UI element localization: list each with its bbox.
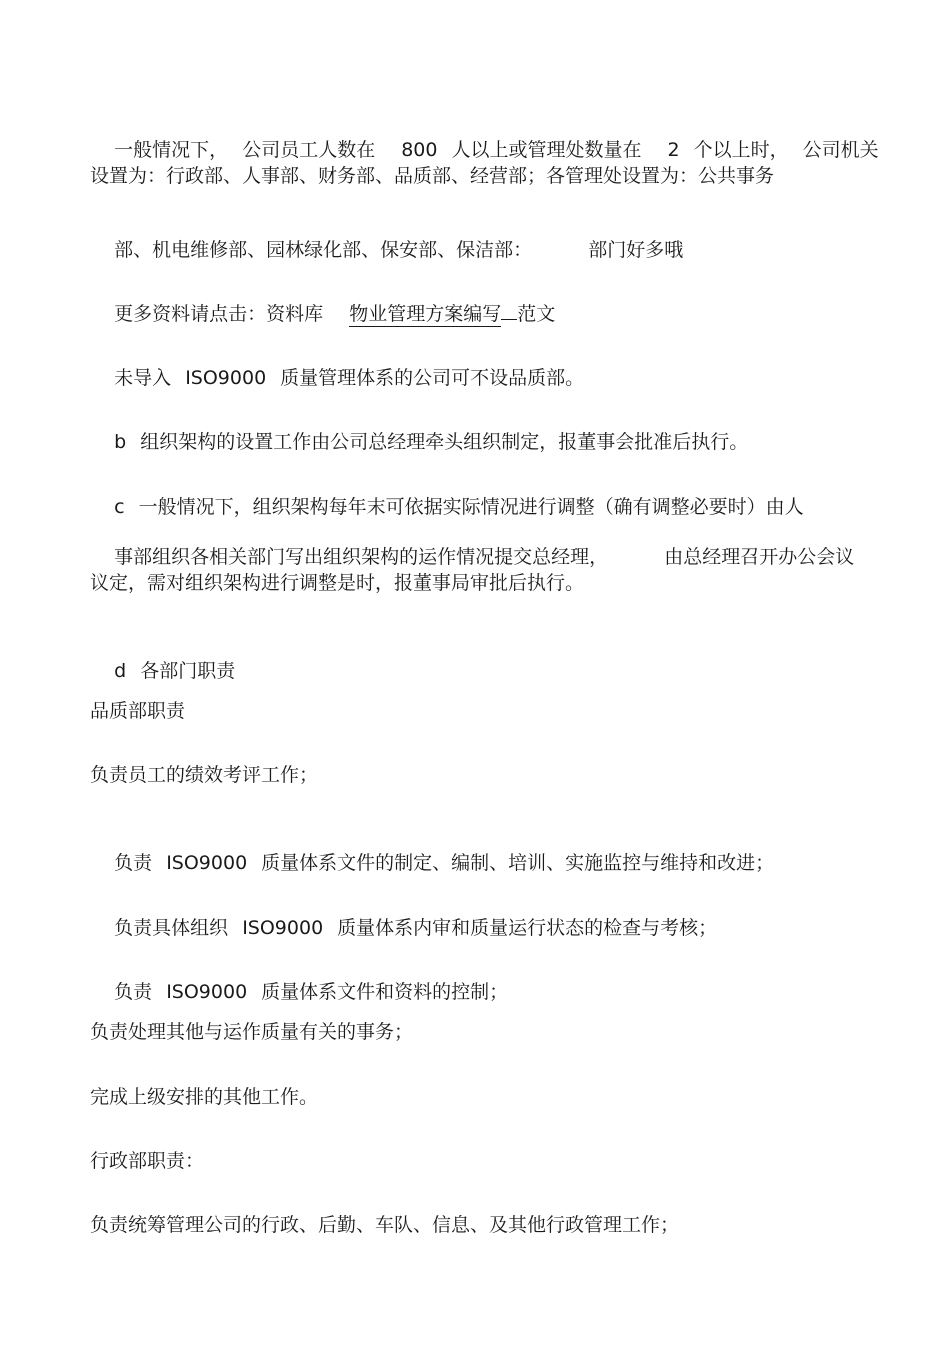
text: 事部组织各相关部门写出组织架构的运作情况提交总经理， (114, 546, 609, 568)
paragraph-line (90, 635, 235, 707)
item-label: b (114, 431, 127, 453)
text: 一般情况下， (114, 139, 229, 161)
paragraph-line: 议定，需对组织架构进行调整是时，报董事局审批后执行。 (90, 572, 585, 594)
duty-item: 负责处理其他与运作质量有关的事务； (90, 1021, 414, 1043)
duty-item (90, 892, 717, 964)
duty-item (90, 827, 774, 899)
text: ISO9000 (185, 367, 267, 389)
duty-item: 完成上级安排的其他工作。 (90, 1086, 319, 1108)
text: 人以上或管理处数量在 (451, 139, 642, 161)
text: 各部门职责 (140, 660, 236, 682)
text: 更多资料请点击：资料库 (114, 303, 324, 325)
resource-link[interactable]: 物业管理方案编写 (349, 303, 502, 325)
paragraph-line (90, 214, 683, 286)
text: 由总经理召开办公会议 (664, 546, 855, 568)
text: 个以上时， (693, 139, 789, 161)
text: ISO9000 (166, 852, 248, 874)
text: 负责 (114, 852, 153, 874)
text: 800 (401, 139, 438, 161)
text: 部门好多哦 (588, 239, 684, 261)
text: 未导入 (114, 367, 172, 389)
text: 公司员工人数在 (242, 139, 376, 161)
text: 质量体系内审和质量运行状态的检查与考核； (337, 917, 718, 939)
duty-item: 负责统筹管理公司的行政、后勤、车队、信息、及其他行政管理工作； (90, 1214, 680, 1236)
text: 一般情况下，组织架构每年末可依据实际情况进行调整（确有调整必要时）由人 (138, 496, 804, 518)
paragraph-line: 设置为：行政部、人事部、财务部、品质部、经营部；各管理处设置为：公共事务 (90, 165, 775, 187)
text: 质量管理体系的公司可不设品质部。 (280, 367, 585, 389)
paragraph-line (90, 406, 748, 478)
item-label: d (114, 660, 127, 682)
link-underline (501, 318, 517, 320)
section-heading: 行政部职责： (90, 1150, 205, 1172)
item-label: c (114, 496, 125, 518)
text: 组织架构的设置工作由公司总经理牵头组织制定，报董事会批准后执行。 (140, 431, 749, 453)
text: 2 (667, 139, 680, 161)
text: 公司机关 (802, 139, 879, 161)
text: 质量体系文件的制定、编制、培训、实施监控与维持和改进； (261, 852, 775, 874)
duty-item (90, 956, 508, 1028)
text: 负责具体组织 (114, 917, 229, 939)
text: ISO9000 (242, 917, 324, 939)
text: ISO9000 (166, 981, 248, 1003)
section-heading: 品质部职责 (90, 700, 186, 722)
duty-item: 负责员工的绩效考评工作； (90, 764, 319, 786)
more-resources-line (90, 278, 555, 350)
text: 范文 (517, 303, 556, 325)
paragraph-line (90, 342, 584, 414)
text: 质量体系文件和资料的控制； (261, 981, 509, 1003)
text: 负责 (114, 981, 153, 1003)
text: 部、机电维修部、园林绿化部、保安部、保洁部： (114, 239, 533, 261)
